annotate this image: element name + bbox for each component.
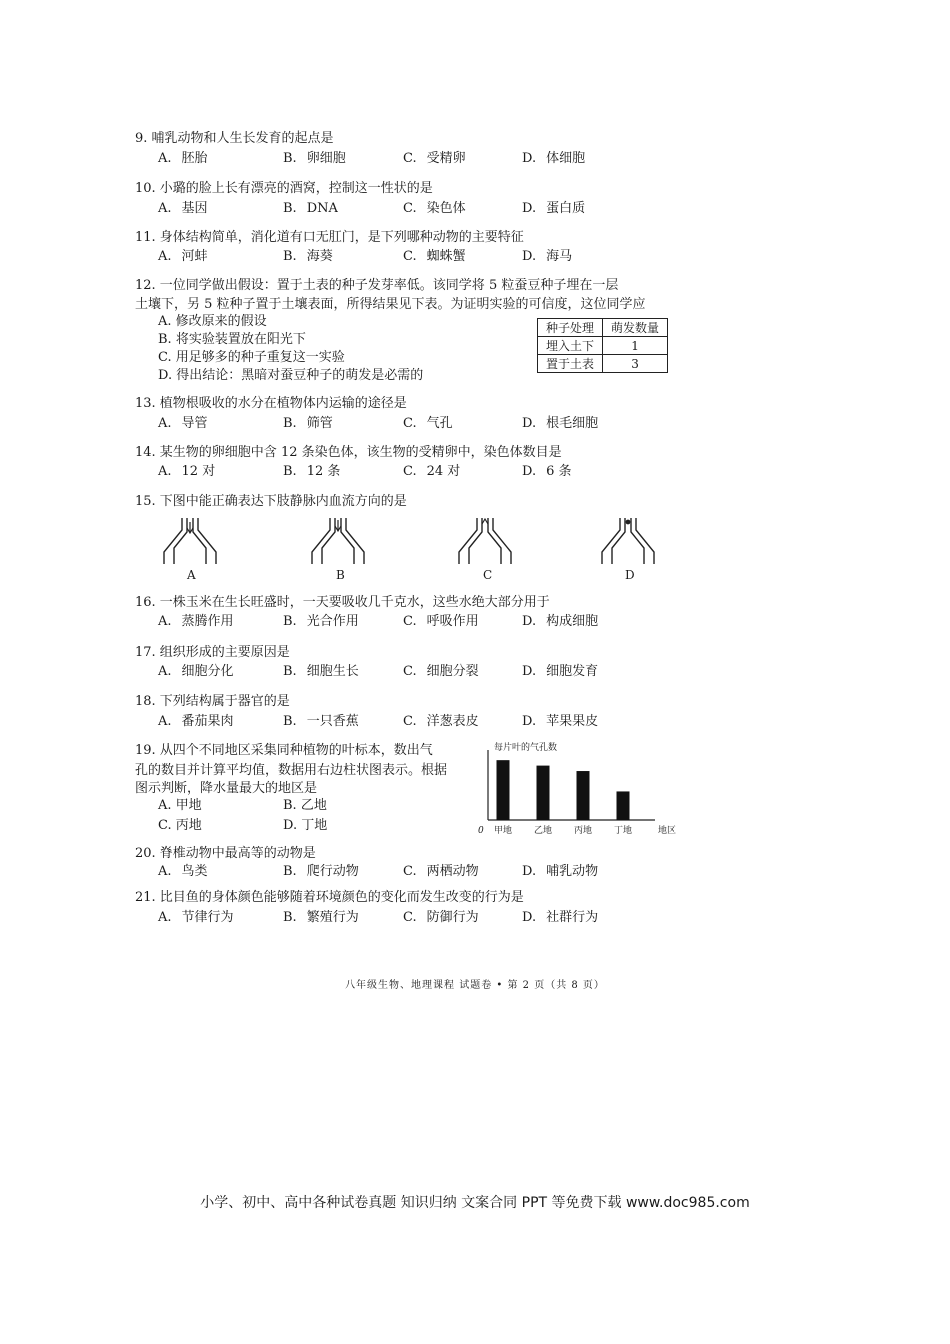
vein-label-d: D bbox=[625, 568, 635, 582]
chart-title: 每片叶的气孔数 bbox=[494, 743, 558, 753]
option-a: A. 基因 bbox=[158, 201, 208, 216]
option-c: C. 24 对 bbox=[403, 464, 461, 479]
option-a: A. 河蚌 bbox=[158, 249, 208, 264]
table-row bbox=[538, 355, 668, 373]
question-21-options bbox=[158, 909, 718, 927]
option-a: A. 胚胎 bbox=[158, 151, 208, 166]
vein-diagram-a bbox=[160, 516, 220, 566]
option-b: B. 12 条 bbox=[283, 464, 341, 479]
table-cell: 置于土表 bbox=[538, 355, 603, 373]
chart-bar bbox=[537, 766, 550, 820]
question-19-option-b: B. 乙地 bbox=[283, 798, 327, 813]
chart-x-axis-label: 地区 bbox=[658, 826, 677, 836]
table-header-cell: 种子处理 bbox=[538, 319, 603, 337]
option-c: C. 呼吸作用 bbox=[403, 614, 479, 629]
option-b: B. 筛管 bbox=[283, 416, 333, 431]
question-10-options bbox=[158, 200, 718, 218]
question-13-options bbox=[158, 415, 718, 433]
page-footer-info: 八年级生物、地理课程 试题卷 • 第 2 页（共 8 页） bbox=[345, 980, 605, 991]
question-20-stem: 20. 脊椎动物中最高等的动物是 bbox=[135, 846, 316, 861]
vein-label-b: B bbox=[336, 568, 345, 582]
table-header-cell: 萌发数量 bbox=[603, 319, 668, 337]
question-19-option-a: A. 甲地 bbox=[158, 798, 202, 813]
question-13-stem: 13. 植物根吸收的水分在植物体内运输的途径是 bbox=[135, 396, 407, 411]
option-d: D. 蛋白质 bbox=[522, 201, 586, 216]
option-d: D. 苹果果皮 bbox=[522, 714, 599, 729]
question-11-options bbox=[158, 248, 718, 266]
question-12-option-c: C. 用足够多的种子重复这一实验 bbox=[158, 350, 345, 365]
question-9-options bbox=[158, 150, 718, 168]
option-b: B. 卵细胞 bbox=[283, 151, 346, 166]
option-c: C. 蜘蛛蟹 bbox=[403, 249, 466, 264]
vein-diagram-c bbox=[455, 516, 515, 566]
site-footer: 小学、初中、高中各种试卷真题 知识归纳 文案合同 PPT 等免费下载 www.doc985.com bbox=[200, 1195, 750, 1211]
option-c: C. 染色体 bbox=[403, 201, 466, 216]
option-a: A. 鸟类 bbox=[158, 864, 208, 879]
option-d: D. 海马 bbox=[522, 249, 573, 264]
question-12-option-a: A. 修改原来的假设 bbox=[158, 314, 267, 329]
chart-bar bbox=[617, 791, 630, 820]
table-cell: 3 bbox=[603, 355, 668, 373]
question-16-options bbox=[158, 613, 718, 631]
question-11-stem: 11. 身体结构简单，消化道有口无肛门，是下列哪种动物的主要特征 bbox=[135, 230, 524, 245]
option-d: D. 细胞发育 bbox=[522, 664, 599, 679]
question-18-options bbox=[158, 713, 718, 731]
option-a: A. 细胞分化 bbox=[158, 664, 234, 679]
question-9-stem: 9. 哺乳动物和人生长发育的起点是 bbox=[135, 131, 334, 146]
chart-category-label: 甲地 bbox=[493, 826, 513, 836]
chart-category-label: 丙地 bbox=[573, 826, 593, 836]
option-b: B. 海葵 bbox=[283, 249, 333, 264]
question-19-stem-line1: 19. 从四个不同地区采集同种植物的叶标本，数出气 bbox=[135, 743, 433, 758]
question-16-stem: 16. 一株玉米在生长旺盛时，一天要吸收几千克水，这些水绝大部分用于 bbox=[135, 595, 550, 610]
question-12-stem-line1: 12. 一位同学做出假设：置于土表的种子发芽率低。该同学将 5 粒蚕豆种子埋在一层 bbox=[135, 278, 619, 293]
question-12-stem-line2: 土壤下，另 5 粒种子置于土壤表面，所得结果见下表。为证明实验的可信度，这位同学应 bbox=[135, 297, 646, 312]
chart-bar bbox=[497, 760, 510, 820]
option-d: D. 社群行为 bbox=[522, 910, 599, 925]
option-c: C. 受精卵 bbox=[403, 151, 466, 166]
seed-germination-table bbox=[537, 318, 668, 373]
vein-diagram-d bbox=[598, 516, 658, 566]
table-row bbox=[538, 337, 668, 355]
option-d: D. 根毛细胞 bbox=[522, 416, 599, 431]
option-a: A. 12 对 bbox=[158, 464, 216, 479]
question-14-stem: 14. 某生物的卵细胞中含 12 条染色体，该生物的受精卵中，染色体数目是 bbox=[135, 445, 562, 460]
table-cell: 埋入土下 bbox=[538, 337, 603, 355]
stomata-bar-chart bbox=[470, 740, 690, 840]
question-14-options bbox=[158, 463, 718, 481]
option-a: A. 番茄果肉 bbox=[158, 714, 234, 729]
option-d: D. 构成细胞 bbox=[522, 614, 599, 629]
option-c: C. 防御行为 bbox=[403, 910, 479, 925]
option-c: C. 两栖动物 bbox=[403, 864, 479, 879]
option-b: B. 爬行动物 bbox=[283, 864, 359, 879]
chart-category-label: 丁地 bbox=[613, 826, 633, 836]
vein-label-a: A bbox=[187, 568, 196, 582]
chart-bar bbox=[577, 771, 590, 820]
question-12-option-b: B. 将实验装置放在阳光下 bbox=[158, 332, 306, 347]
vein-label-c: C bbox=[483, 568, 493, 582]
option-c: C. 气孔 bbox=[403, 416, 453, 431]
chart-category-label: 乙地 bbox=[533, 826, 553, 836]
option-d: D. 体细胞 bbox=[522, 151, 586, 166]
option-d: D. 6 条 bbox=[522, 464, 572, 479]
option-b: B. 光合作用 bbox=[283, 614, 359, 629]
question-17-stem: 17. 组织形成的主要原因是 bbox=[135, 645, 290, 660]
question-19-option-d: D. 丁地 bbox=[283, 818, 328, 833]
option-c: C. 洋葱表皮 bbox=[403, 714, 479, 729]
option-a: A. 蒸腾作用 bbox=[158, 614, 234, 629]
option-c: C. 细胞分裂 bbox=[403, 664, 479, 679]
chart-origin-label: 0 bbox=[478, 826, 484, 836]
option-d: D. 哺乳动物 bbox=[522, 864, 599, 879]
option-b: B. 繁殖行为 bbox=[283, 910, 359, 925]
table-cell: 1 bbox=[603, 337, 668, 355]
question-17-options bbox=[158, 663, 718, 681]
option-a: A. 节律行为 bbox=[158, 910, 234, 925]
question-21-stem: 21. 比目鱼的身体颜色能够随着环境颜色的变化而发生改变的行为是 bbox=[135, 890, 524, 905]
question-19-stem-line3: 图示判断，降水量最大的地区是 bbox=[135, 781, 318, 796]
question-12-option-d: D. 得出结论：黑暗对蚕豆种子的萌发是必需的 bbox=[158, 368, 424, 383]
vein-diagram-b bbox=[308, 516, 368, 566]
question-19-stem-line2: 孔的数目并计算平均值，数据用右边柱状图表示。根据 bbox=[135, 763, 448, 778]
question-19-option-c: C. 丙地 bbox=[158, 818, 202, 833]
question-20-options bbox=[158, 863, 718, 881]
table-header-row bbox=[538, 319, 668, 337]
option-a: A. 导管 bbox=[158, 416, 208, 431]
question-15-stem: 15. 下图中能正确表达下肢静脉内血流方向的是 bbox=[135, 494, 407, 509]
option-b: B. DNA bbox=[283, 201, 338, 216]
question-10-stem: 10. 小璐的脸上长有漂亮的酒窝，控制这一性状的是 bbox=[135, 181, 433, 196]
option-b: B. 一只香蕉 bbox=[283, 714, 359, 729]
option-b: B. 细胞生长 bbox=[283, 664, 359, 679]
question-18-stem: 18. 下列结构属于器官的是 bbox=[135, 694, 290, 709]
